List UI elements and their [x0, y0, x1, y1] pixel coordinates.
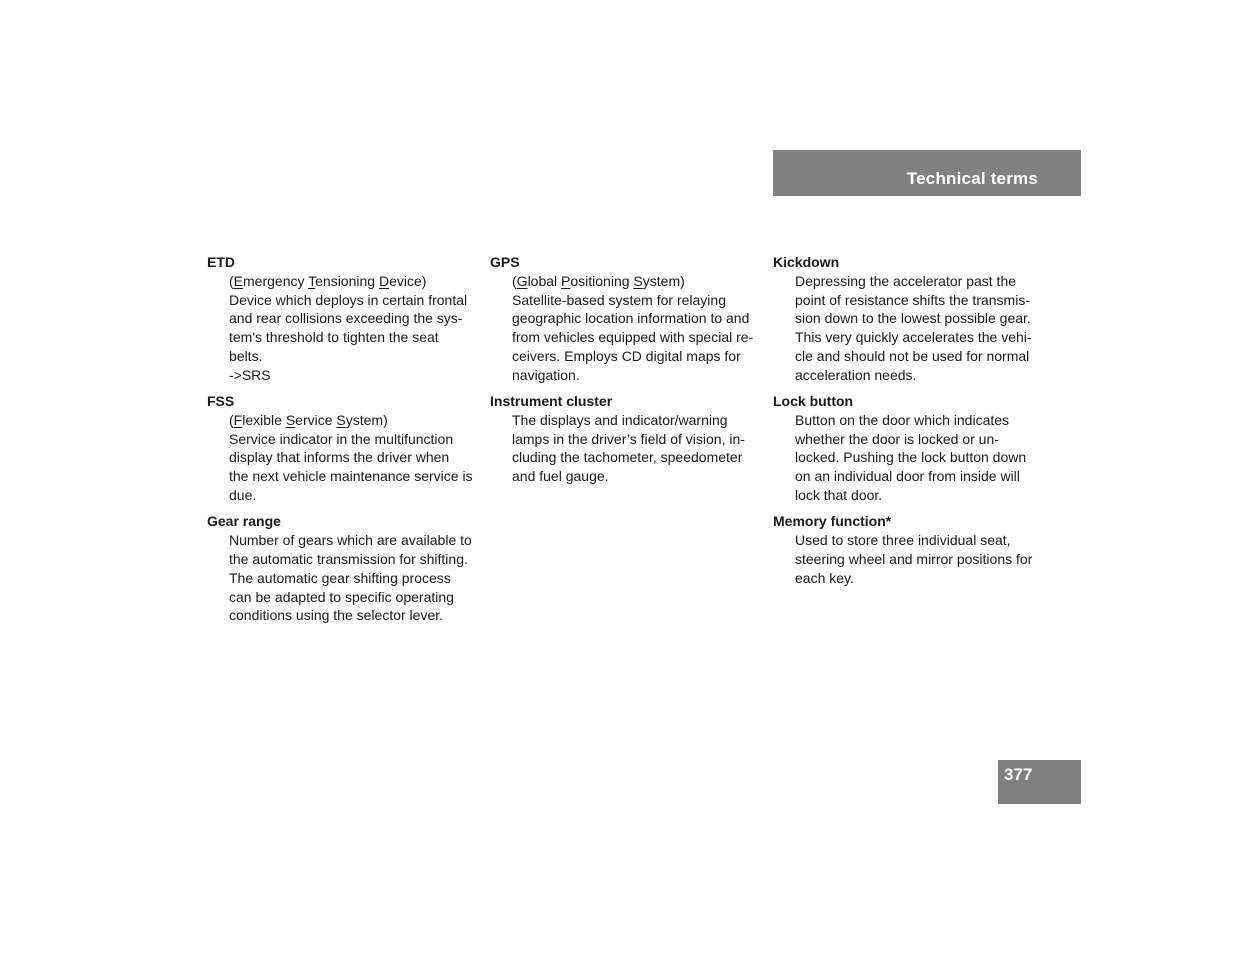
abbreviation-word-rest: lobal — [527, 272, 562, 289]
definition-line: lamps in the driver’s field of vision, in- — [512, 430, 745, 447]
page-number: 377 — [1004, 765, 1033, 784]
glossary-entry — [773, 512, 1043, 587]
abbreviation-word-rest: ositioning — [570, 272, 634, 289]
definition-line: steering wheel and mirror positions for — [795, 550, 1033, 567]
glossary-definition — [773, 272, 1043, 385]
abbreviation-word-rest: mergency — [243, 272, 309, 289]
definition-line: Satellite-based system for relaying — [512, 291, 726, 308]
glossary-entry — [773, 253, 1043, 385]
definition-line: on an individual door from inside will — [795, 468, 1020, 485]
definition-line: each key. — [795, 569, 854, 586]
abbreviation-initial: S — [336, 411, 346, 428]
abbreviation-initial: E — [233, 272, 244, 289]
definition-line: the next vehicle maintenance service is — [229, 468, 473, 485]
abbreviation-initial: D — [378, 272, 390, 289]
definition-line: This very quickly accelerates the vehi- — [795, 329, 1032, 346]
glossary-column-3 — [773, 253, 1043, 595]
section-title: Technical terms — [906, 169, 1038, 188]
abbreviation-expansion: (Global Positioning System) — [512, 272, 685, 289]
definition-line: ->SRS — [229, 366, 271, 383]
definition-line: due. — [229, 487, 257, 504]
definition-line: The displays and indicator/warning — [512, 411, 728, 428]
definition-line: geographic location information to and — [512, 310, 750, 327]
glossary-term: Memory function* — [773, 513, 892, 530]
abbreviation-expansion: (Flexible Service System) — [229, 411, 388, 428]
glossary-definition — [207, 531, 475, 625]
abbreviation-initial: P — [561, 272, 571, 289]
definition-line: Depressing the accelerator past the — [795, 272, 1017, 289]
glossary-entry — [207, 392, 475, 505]
abbreviation-word-rest: ystem — [642, 272, 681, 289]
definition-line: sion down to the lowest possible gear. — [795, 310, 1031, 327]
abbreviation-word-rest: ystem — [345, 411, 384, 428]
glossary-entry — [207, 253, 475, 385]
definition-line: tem's threshold to tighten the seat — [229, 329, 439, 346]
glossary-definition — [490, 411, 760, 486]
abbreviation-word-rest: ensioning — [315, 272, 379, 289]
definition-line: locked. Pushing the lock button down — [795, 449, 1027, 466]
abbreviation-initial: F — [233, 411, 243, 428]
abbreviation-initial: S — [285, 411, 296, 428]
definition-line: Button on the door which indicates — [795, 411, 1010, 428]
definition-line: whether the door is locked or un- — [795, 430, 999, 447]
abbreviation-word-rest: evice — [389, 272, 422, 289]
glossary-definition — [207, 272, 475, 385]
section-header — [773, 150, 1081, 196]
definition-line: acceleration needs. — [795, 366, 917, 383]
definition-line: The automatic gear shifting process — [229, 569, 451, 586]
glossary-term: Gear range — [207, 513, 281, 530]
abbreviation-expansion: (Emergency Tensioning Device) — [229, 272, 427, 289]
definition-line: can be adapted to specific operating — [229, 588, 454, 605]
definition-line: point of resistance shifts the transmis- — [795, 291, 1030, 308]
definition-line: cle and should not be used for normal — [795, 347, 1030, 364]
glossary-entry — [207, 512, 475, 625]
abbreviation-word-rest: ervice — [295, 411, 337, 428]
glossary-term: GPS — [490, 254, 520, 270]
definition-line: belts. — [229, 347, 263, 364]
abbreviation-initial: S — [633, 272, 643, 289]
definition-line: Number of gears which are available to — [229, 532, 472, 549]
glossary-entry — [490, 253, 760, 385]
definition-line: conditions using the selector lever. — [229, 607, 444, 624]
glossary-column-2 — [490, 253, 760, 494]
page-number-box — [998, 760, 1081, 804]
glossary-definition — [490, 272, 760, 385]
abbreviation-initial: T — [308, 272, 316, 289]
definition-line: and rear collisions exceeding the sys- — [229, 310, 463, 327]
definition-line: display that informs the driver when — [229, 449, 450, 466]
abbreviation-word-rest: lexible — [242, 411, 286, 428]
glossary-entry — [773, 392, 1043, 505]
glossary-column-1 — [207, 253, 475, 633]
glossary-term: Instrument cluster — [490, 393, 613, 410]
definition-line: the automatic transmission for shifting. — [229, 550, 468, 567]
definition-line: Device which deploys in certain frontal — [229, 291, 468, 308]
glossary-term: ETD — [207, 254, 235, 270]
glossary-term: Lock button — [773, 393, 854, 410]
glossary-entry — [490, 392, 760, 486]
definition-line: lock that door. — [795, 487, 883, 504]
definition-line: ceivers. Employs CD digital maps for — [512, 347, 741, 364]
glossary-term: Kickdown — [773, 254, 840, 270]
definition-line: cluding the tachometer, speedometer — [512, 449, 743, 466]
definition-line: and fuel gauge. — [512, 468, 609, 485]
definition-line: Service indicator in the multifunction — [229, 430, 454, 447]
abbreviation-initial: G — [516, 272, 528, 289]
definition-line: navigation. — [512, 366, 580, 383]
glossary-term: FSS — [207, 393, 235, 410]
glossary-definition — [207, 411, 475, 505]
glossary-definition — [773, 531, 1043, 587]
definition-line: from vehicles equipped with special re- — [512, 329, 754, 346]
definition-line: Used to store three individual seat, — [795, 532, 1011, 549]
glossary-definition — [773, 411, 1043, 505]
